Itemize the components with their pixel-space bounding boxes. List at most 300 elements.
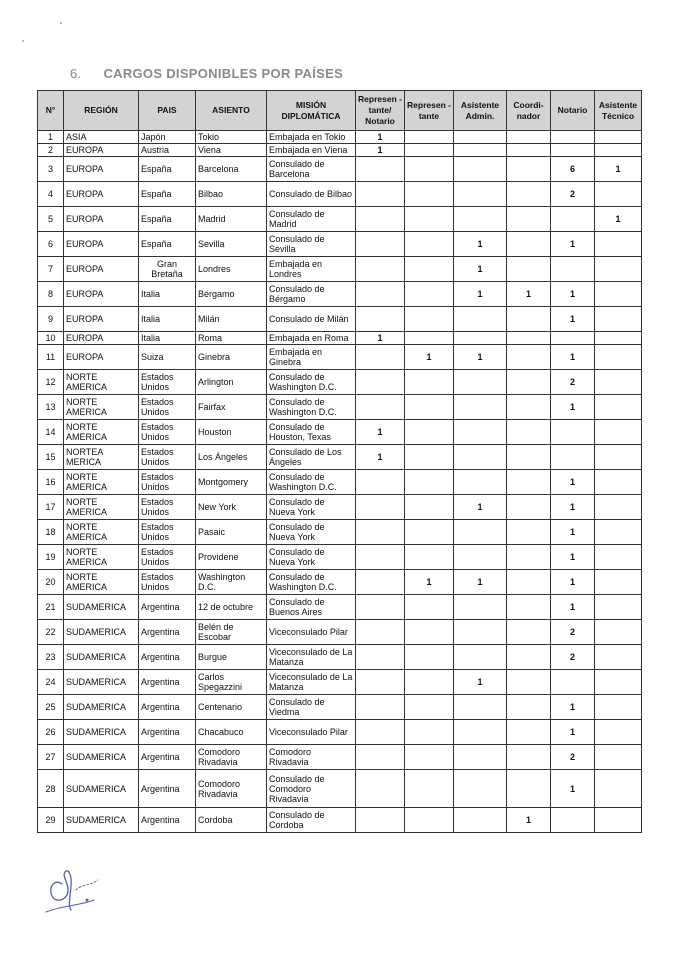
cell-coordinador [507, 670, 551, 695]
table-row [38, 520, 642, 545]
cell-asiento: Sevilla [196, 232, 267, 257]
cell-representante [405, 645, 454, 670]
cell-representante-notario [356, 720, 405, 745]
cell-region: EUROPA [64, 345, 139, 370]
cell-representante [405, 207, 454, 232]
cell-mision: Viceconsulado de La Matanza [267, 670, 356, 695]
cell-representante [405, 257, 454, 282]
cell-pais: Japón [139, 131, 196, 144]
cell-asiento: Bilbao [196, 182, 267, 207]
cell-notario [551, 445, 595, 470]
cell-pais: Argentina [139, 770, 196, 808]
cell-region: EUROPA [64, 232, 139, 257]
cell-asistente-admin: 1 [454, 670, 507, 695]
cell-asistente-tecnico [595, 545, 642, 570]
cell-region: NORTEA MERICA [64, 445, 139, 470]
cell-asistente-admin [454, 144, 507, 157]
cell-mision: Consulado de Sevilla [267, 232, 356, 257]
table-row [38, 770, 642, 808]
cell-coordinador [507, 395, 551, 420]
table-row [38, 620, 642, 645]
cell-pais: Estados Unidos [139, 370, 196, 395]
cell-asistente-admin: 1 [454, 495, 507, 520]
cell-representante-notario [356, 157, 405, 182]
cell-asistente-tecnico [595, 770, 642, 808]
cell-asiento: Barcelona [196, 157, 267, 182]
cell-asistente-admin [454, 595, 507, 620]
cell-notario: 1 [551, 770, 595, 808]
header-asistente-tecnico: Asistente Técnico [595, 91, 642, 131]
cell-mision: Consulado de Comodoro Rivadavia [267, 770, 356, 808]
cell-mision: Consulado de Los Ángeles [267, 445, 356, 470]
cell-coordinador: 1 [507, 808, 551, 833]
cell-region: NORTE AMERICA [64, 495, 139, 520]
cell-mision: Embajada en Viena [267, 144, 356, 157]
cell-asistente-tecnico [595, 645, 642, 670]
cell-asiento: Chacabuco [196, 720, 267, 745]
cell-asistente-admin: 1 [454, 570, 507, 595]
cell-region: SUDAMERICA [64, 595, 139, 620]
cell-asistente-tecnico [595, 370, 642, 395]
cell-pais: Italia [139, 307, 196, 332]
cell-pais: Italia [139, 282, 196, 307]
cell-asiento: Roma [196, 332, 267, 345]
cell-representante-notario: 1 [356, 332, 405, 345]
cell-representante-notario [356, 257, 405, 282]
cell-notario: 1 [551, 595, 595, 620]
cell-pais: Suiza [139, 345, 196, 370]
cell-n: 3 [38, 157, 64, 182]
cell-representante [405, 307, 454, 332]
cell-asistente-admin [454, 545, 507, 570]
cell-n: 5 [38, 207, 64, 232]
cell-asistente-admin [454, 520, 507, 545]
cell-asistente-tecnico [595, 720, 642, 745]
cell-coordinador [507, 570, 551, 595]
cell-representante-notario: 1 [356, 144, 405, 157]
cell-asiento: Washington D.C. [196, 570, 267, 595]
cell-pais: Estados Unidos [139, 395, 196, 420]
cell-representante-notario [356, 808, 405, 833]
cell-representante [405, 808, 454, 833]
cell-region: SUDAMERICA [64, 695, 139, 720]
cell-n: 2 [38, 144, 64, 157]
cell-asistente-admin [454, 207, 507, 232]
cell-representante-notario [356, 645, 405, 670]
cell-asistente-tecnico [595, 670, 642, 695]
cell-notario [551, 131, 595, 144]
cell-coordinador [507, 520, 551, 545]
cell-n: 13 [38, 395, 64, 420]
cell-n: 12 [38, 370, 64, 395]
cell-representante [405, 144, 454, 157]
header-region: REGIÓN [64, 91, 139, 131]
cell-asistente-tecnico [595, 420, 642, 445]
cell-representante-notario [356, 307, 405, 332]
cell-coordinador [507, 770, 551, 808]
cell-representante-notario [356, 595, 405, 620]
cell-coordinador [507, 645, 551, 670]
table-row [38, 670, 642, 695]
cell-asistente-tecnico [595, 395, 642, 420]
cell-mision: Consulado de Cordoba [267, 808, 356, 833]
cell-mision: Consulado de Nueva York [267, 520, 356, 545]
cell-asiento: Londres [196, 257, 267, 282]
cell-asistente-tecnico [595, 595, 642, 620]
cell-asistente-admin: 1 [454, 282, 507, 307]
cell-asiento: Bérgamo [196, 282, 267, 307]
cell-asiento: Fairfax [196, 395, 267, 420]
cell-n: 11 [38, 345, 64, 370]
table-row [38, 470, 642, 495]
cell-representante [405, 370, 454, 395]
cell-coordinador [507, 131, 551, 144]
cell-coordinador [507, 207, 551, 232]
cell-representante-notario [356, 670, 405, 695]
cell-representante-notario: 1 [356, 420, 405, 445]
cell-region: SUDAMERICA [64, 770, 139, 808]
cell-region: SUDAMERICA [64, 670, 139, 695]
cell-region: EUROPA [64, 182, 139, 207]
cell-asistente-admin [454, 370, 507, 395]
cell-n: 22 [38, 620, 64, 645]
cell-asiento: Carlos Spegazzini [196, 670, 267, 695]
cell-representante-notario [356, 620, 405, 645]
cell-asiento: Montgomery [196, 470, 267, 495]
scan-speck [22, 40, 24, 42]
cell-mision: Consulado de Washington D.C. [267, 370, 356, 395]
cell-asistente-tecnico: 1 [595, 157, 642, 182]
cell-pais: España [139, 207, 196, 232]
cell-n: 7 [38, 257, 64, 282]
cell-n: 19 [38, 545, 64, 570]
table-row [38, 595, 642, 620]
cell-asistente-admin [454, 307, 507, 332]
cell-asistente-tecnico [595, 745, 642, 770]
cell-coordinador [507, 545, 551, 570]
cell-asiento: Pasaic [196, 520, 267, 545]
cargos-table [37, 90, 642, 833]
table-row [38, 332, 642, 345]
table-row [38, 144, 642, 157]
cell-representante [405, 520, 454, 545]
cell-asistente-tecnico [595, 232, 642, 257]
cell-asistente-tecnico [595, 345, 642, 370]
cell-mision: Consulado de Barcelona [267, 157, 356, 182]
section-number: 6. [70, 66, 82, 81]
table-row [38, 720, 642, 745]
cell-representante-notario [356, 470, 405, 495]
cell-n: 28 [38, 770, 64, 808]
cell-coordinador [507, 332, 551, 345]
cell-representante-notario: 1 [356, 445, 405, 470]
cell-pais: Argentina [139, 745, 196, 770]
cell-coordinador [507, 370, 551, 395]
cell-region: NORTE AMERICA [64, 370, 139, 395]
cell-region: EUROPA [64, 157, 139, 182]
table-row [38, 157, 642, 182]
cell-n: 15 [38, 445, 64, 470]
cell-asistente-tecnico [595, 620, 642, 645]
cell-representante [405, 332, 454, 345]
table-row [38, 420, 642, 445]
cell-asiento: 12 de octubre [196, 595, 267, 620]
cell-notario [551, 257, 595, 282]
cell-n: 18 [38, 520, 64, 545]
cell-representante-notario [356, 232, 405, 257]
cell-pais: Estados Unidos [139, 420, 196, 445]
cell-representante [405, 157, 454, 182]
cell-asistente-tecnico [595, 495, 642, 520]
cell-region: ASIA [64, 131, 139, 144]
cell-representante-notario [356, 770, 405, 808]
header-mision: MISIÓN DIPLOMÁTICA [267, 91, 356, 131]
cell-asistente-tecnico [595, 570, 642, 595]
cell-pais: Estados Unidos [139, 495, 196, 520]
cell-asistente-admin [454, 695, 507, 720]
cell-representante-notario [356, 545, 405, 570]
header-n: N° [38, 91, 64, 131]
cell-representante [405, 395, 454, 420]
cell-asistente-admin [454, 131, 507, 144]
cell-notario: 2 [551, 182, 595, 207]
cell-coordinador [507, 157, 551, 182]
cell-representante [405, 620, 454, 645]
table-row [38, 182, 642, 207]
cell-representante-notario: 1 [356, 131, 405, 144]
cell-mision: Consulado de Washington D.C. [267, 470, 356, 495]
cell-asistente-admin [454, 645, 507, 670]
cell-asistente-admin: 1 [454, 257, 507, 282]
table-row [38, 545, 642, 570]
cell-pais: España [139, 182, 196, 207]
cell-asiento: Tokio [196, 131, 267, 144]
cell-pais: Argentina [139, 808, 196, 833]
cell-asistente-admin [454, 745, 507, 770]
cell-coordinador [507, 345, 551, 370]
cell-coordinador [507, 257, 551, 282]
cell-n: 21 [38, 595, 64, 620]
cell-asiento: Milán [196, 307, 267, 332]
header-pais: PAIS [139, 91, 196, 131]
table-row [38, 570, 642, 595]
table-row [38, 370, 642, 395]
cell-representante-notario [356, 207, 405, 232]
cell-representante-notario [356, 695, 405, 720]
cell-representante [405, 745, 454, 770]
signature [38, 862, 110, 922]
cell-mision: Comodoro Rivadavia [267, 745, 356, 770]
cell-asistente-tecnico [595, 257, 642, 282]
cell-notario: 1 [551, 695, 595, 720]
cell-notario: 6 [551, 157, 595, 182]
cell-pais: Argentina [139, 595, 196, 620]
cell-region: EUROPA [64, 207, 139, 232]
cell-notario: 1 [551, 282, 595, 307]
cell-notario: 1 [551, 307, 595, 332]
cell-asiento: Belén de Escobar [196, 620, 267, 645]
cell-coordinador [507, 470, 551, 495]
cell-pais: Gran Bretaña [139, 257, 196, 282]
cell-representante: 1 [405, 570, 454, 595]
cell-region: SUDAMERICA [64, 620, 139, 645]
cell-representante [405, 131, 454, 144]
table-row [38, 282, 642, 307]
cell-notario: 1 [551, 232, 595, 257]
cell-n: 6 [38, 232, 64, 257]
cell-asistente-admin [454, 720, 507, 745]
table-row [38, 307, 642, 332]
cell-notario: 1 [551, 570, 595, 595]
cell-region: SUDAMERICA [64, 808, 139, 833]
cell-notario [551, 420, 595, 445]
cell-asistente-admin [454, 395, 507, 420]
cell-representante-notario [356, 282, 405, 307]
table-row [38, 257, 642, 282]
cell-representante-notario [356, 345, 405, 370]
cell-pais: Argentina [139, 645, 196, 670]
section-heading [70, 66, 343, 81]
cell-region: EUROPA [64, 144, 139, 157]
cell-representante-notario [356, 182, 405, 207]
cell-asistente-tecnico [595, 470, 642, 495]
cell-notario: 2 [551, 745, 595, 770]
cell-representante [405, 182, 454, 207]
cell-notario [551, 808, 595, 833]
cell-representante-notario [356, 395, 405, 420]
cell-asistente-admin [454, 445, 507, 470]
cell-asistente-admin [454, 808, 507, 833]
cell-n: 10 [38, 332, 64, 345]
cell-asistente-admin: 1 [454, 232, 507, 257]
cell-region: NORTE AMERICA [64, 470, 139, 495]
cell-asiento: Los Ángeles [196, 445, 267, 470]
cell-n: 27 [38, 745, 64, 770]
header-representante: Represen -tante [405, 91, 454, 131]
cell-asistente-admin [454, 420, 507, 445]
cell-asistente-admin [454, 332, 507, 345]
cell-representante-notario [356, 570, 405, 595]
table-row [38, 445, 642, 470]
cell-asistente-tecnico: 1 [595, 207, 642, 232]
cell-representante-notario [356, 495, 405, 520]
cell-coordinador [507, 144, 551, 157]
cell-pais: Argentina [139, 720, 196, 745]
cell-mision: Consulado de Houston, Texas [267, 420, 356, 445]
cell-pais: España [139, 157, 196, 182]
cell-representante [405, 420, 454, 445]
header-row [38, 91, 642, 131]
cell-asistente-admin: 1 [454, 345, 507, 370]
cell-mision: Consulado de Milán [267, 307, 356, 332]
cell-notario: 1 [551, 520, 595, 545]
cell-region: NORTE AMERICA [64, 395, 139, 420]
cell-asiento: Comodoro Rivadavia [196, 745, 267, 770]
cell-n: 29 [38, 808, 64, 833]
cell-notario: 1 [551, 395, 595, 420]
cell-mision: Consulado de Washington D.C. [267, 570, 356, 595]
table-row [38, 345, 642, 370]
cell-representante [405, 670, 454, 695]
cell-region: SUDAMERICA [64, 745, 139, 770]
cell-notario [551, 332, 595, 345]
cell-region: EUROPA [64, 282, 139, 307]
cell-pais: Estados Unidos [139, 470, 196, 495]
cell-notario: 1 [551, 545, 595, 570]
cell-asistente-admin [454, 182, 507, 207]
cell-n: 24 [38, 670, 64, 695]
cell-asiento: Centenario [196, 695, 267, 720]
cell-asiento: Ginebra [196, 345, 267, 370]
cell-n: 14 [38, 420, 64, 445]
cell-mision: Viceconsulado Pilar [267, 720, 356, 745]
cell-notario: 1 [551, 720, 595, 745]
cell-coordinador: 1 [507, 282, 551, 307]
cell-region: EUROPA [64, 257, 139, 282]
cell-coordinador [507, 182, 551, 207]
cell-asistente-tecnico [595, 445, 642, 470]
cell-pais: Estados Unidos [139, 570, 196, 595]
table-row [38, 131, 642, 144]
cell-region: NORTE AMERICA [64, 545, 139, 570]
cell-mision: Consulado de Buenos Aires [267, 595, 356, 620]
cell-region: NORTE AMERICA [64, 520, 139, 545]
header-representante-notario: Represen -tante/ Notario [356, 91, 405, 131]
cell-coordinador [507, 695, 551, 720]
cell-n: 8 [38, 282, 64, 307]
cell-representante [405, 232, 454, 257]
cell-representante [405, 470, 454, 495]
cell-region: EUROPA [64, 332, 139, 345]
cell-pais: Argentina [139, 620, 196, 645]
cell-coordinador [507, 595, 551, 620]
cell-n: 26 [38, 720, 64, 745]
cell-mision: Embajada en Roma [267, 332, 356, 345]
cell-mision: Viceconsulado de La Matanza [267, 645, 356, 670]
cell-coordinador [507, 745, 551, 770]
cell-representante [405, 282, 454, 307]
cell-asistente-admin [454, 470, 507, 495]
cell-representante: 1 [405, 345, 454, 370]
header-notario: Notario [551, 91, 595, 131]
cell-asistente-admin [454, 620, 507, 645]
cell-asiento: Arlington [196, 370, 267, 395]
cell-asistente-admin [454, 157, 507, 182]
cell-representante-notario [356, 370, 405, 395]
cell-n: 20 [38, 570, 64, 595]
cell-pais: Estados Unidos [139, 545, 196, 570]
cell-asiento: Cordoba [196, 808, 267, 833]
cell-notario: 1 [551, 345, 595, 370]
cell-asistente-tecnico [595, 695, 642, 720]
cell-representante [405, 695, 454, 720]
cell-mision: Consulado de Nueva York [267, 495, 356, 520]
cell-asistente-tecnico [595, 808, 642, 833]
cell-n: 25 [38, 695, 64, 720]
cell-n: 23 [38, 645, 64, 670]
header-asiento: ASIENTO [196, 91, 267, 131]
cell-notario: 2 [551, 645, 595, 670]
cell-mision: Embajada en Ginebra [267, 345, 356, 370]
cell-notario: 2 [551, 620, 595, 645]
cell-asistente-admin [454, 770, 507, 808]
cell-asiento: Viena [196, 144, 267, 157]
cell-mision: Embajada en Londres [267, 257, 356, 282]
table-row [38, 745, 642, 770]
cell-pais: Argentina [139, 670, 196, 695]
cell-region: NORTE AMERICA [64, 420, 139, 445]
header-asistente-admin: Asistente Admin. [454, 91, 507, 131]
